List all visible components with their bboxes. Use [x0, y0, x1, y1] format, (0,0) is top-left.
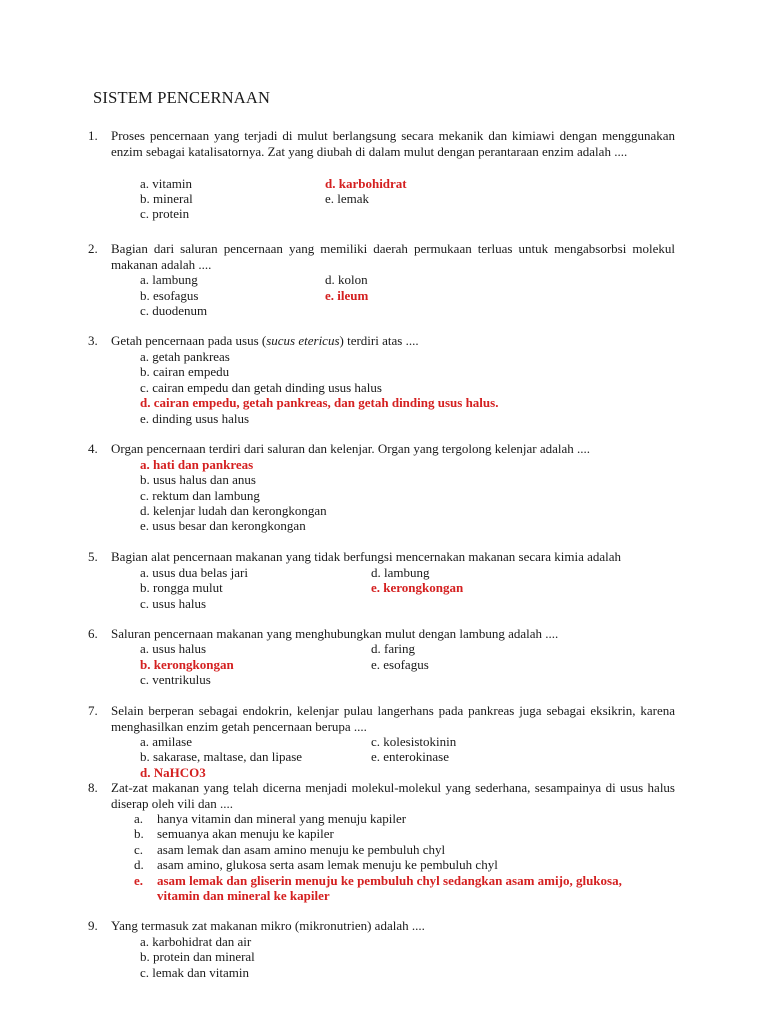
option-c: c. cairan empedu dan getah dinding usus halus — [140, 380, 382, 395]
option-e-correct: e. kerongkongan — [371, 580, 464, 595]
question-number: 8. — [88, 780, 98, 795]
option-c: c. usus halus — [140, 596, 207, 611]
option-text: asam amino, glukosa serta asam lemak menuju ke pembuluh chyl — [157, 857, 498, 872]
question-number: 5. — [88, 549, 98, 564]
option-d: d. kolon — [325, 272, 368, 287]
option-c: c. protein — [140, 206, 190, 221]
option-text: hanya vitamin dan mineral yang menuju kapiler — [157, 811, 407, 826]
question-number: 9. — [88, 918, 98, 933]
option-c: c. kolesistokinin — [371, 734, 457, 749]
option-b: b. cairan empedu — [140, 364, 230, 379]
question-number: 2. — [88, 241, 98, 256]
option-text: semuanya akan menuju ke kapiler — [157, 826, 334, 841]
question-text: Yang termasuk zat makanan mikro (mikronutrien) adalah .... — [111, 918, 425, 933]
option-a: a. usus dua belas jari — [140, 565, 248, 580]
option-e: e. usus besar dan kerongkongan — [140, 518, 306, 533]
option-letter: d. — [134, 857, 144, 872]
question-text: Zat-zat makanan yang telah dicerna menjadi molekul-molekul yang sederhana, sesampainya di usus halus diserap oleh vili dan .... — [111, 780, 675, 811]
option-a: a. usus halus — [140, 641, 207, 656]
option-text: asam lemak dan asam amino menuju ke pembuluh chyl — [157, 842, 446, 857]
option-letter: e. — [134, 873, 144, 888]
option-e: e. dinding usus halus — [140, 411, 250, 426]
question-text-part: Getah pencernaan pada usus ( — [111, 333, 267, 348]
option-b: b. protein dan mineral — [140, 949, 255, 964]
option-a: a. vitamin — [140, 176, 192, 191]
option-e-correct: e. ileum — [325, 288, 369, 303]
question-number: 7. — [88, 703, 98, 718]
option-b: b. rongga mulut — [140, 580, 223, 595]
question-text-italic: sucus etericus — [266, 333, 340, 348]
question-text: Saluran pencernaan makanan yang menghubungkan mulut dengan lambung adalah .... — [111, 626, 559, 641]
option-b: b. sakarase, maltase, dan lipase — [140, 749, 303, 764]
option-d-correct: d. karbohidrat — [325, 176, 407, 191]
option-d: d. faring — [371, 641, 416, 656]
option-b: b. mineral — [140, 191, 193, 206]
question-text: Organ pencernaan terdiri dari saluran dan kelenjar. Organ yang tergolong kelenjar adalah .... — [111, 441, 591, 456]
option-letter: a. — [134, 811, 144, 826]
option-b-correct: b. kerongkongan — [140, 657, 234, 672]
question-text: Bagian dari saluran pencernaan yang memiliki daerah permukaan terluas untuk mengabsorbsi molekul makanan adalah .... — [111, 241, 675, 272]
option-a: a. karbohidrat dan air — [140, 934, 252, 949]
question-number: 4. — [88, 441, 98, 456]
option-c: c. duodenum — [140, 303, 208, 318]
option-e: e. enterokinase — [371, 749, 449, 764]
option-d: d. lambung — [371, 565, 430, 580]
question-text-part: ) terdiri atas .... — [339, 333, 419, 348]
option-text-line1: asam lemak dan gliserin menuju ke pembuluh chyl sedangkan asam amijo, glukosa, — [157, 873, 622, 888]
option-letter: c. — [134, 842, 144, 857]
question-number: 1. — [88, 128, 98, 143]
option-b: b. usus halus dan anus — [140, 472, 256, 487]
question-text: Bagian alat pencernaan makanan yang tidak berfungsi mencernakan makanan secara kimia adalah — [111, 549, 622, 564]
question-text: Proses pencernaan yang terjadi di mulut berlangsung secara mekanik dan kimiawi dengan menggunakan enzim sebagai katalisatornya. Zat yang diubah di dalam mulut dengan perantaraan enzim adalah .... — [111, 128, 675, 159]
option-e: e. lemak — [325, 191, 370, 206]
option-c: c. ventrikulus — [140, 672, 211, 687]
option-d-correct: d. NaHCO3 — [140, 765, 206, 780]
question-number: 6. — [88, 626, 98, 641]
option-a: a. amilase — [140, 734, 192, 749]
question-number: 3. — [88, 333, 98, 348]
question-text — [111, 333, 675, 349]
option-c: c. rektum dan lambung — [140, 488, 260, 503]
option-d-correct: d. cairan empedu, getah pankreas, dan getah dinding usus halus. — [140, 395, 499, 410]
question-text: Selain berperan sebagai endokrin, kelenjar pulau langerhans pada pankreas juga sebagai eksikrin, karena menghasilkan enzim getah pencernaan berupa .... — [111, 703, 675, 734]
option-a: a. getah pankreas — [140, 349, 230, 364]
option-d: d. kelenjar ludah dan kerongkongan — [140, 503, 327, 518]
page-title: SISTEM PENCERNAAN — [93, 88, 271, 107]
option-e: e. esofagus — [371, 657, 429, 672]
option-a: a. lambung — [140, 272, 198, 287]
option-a-correct: a. hati dan pankreas — [140, 457, 254, 472]
option-b: b. esofagus — [140, 288, 199, 303]
option-c: c. lemak dan vitamin — [140, 965, 250, 980]
option-letter: b. — [134, 826, 144, 841]
option-text-line2: vitamin dan mineral ke kapiler — [157, 888, 330, 903]
